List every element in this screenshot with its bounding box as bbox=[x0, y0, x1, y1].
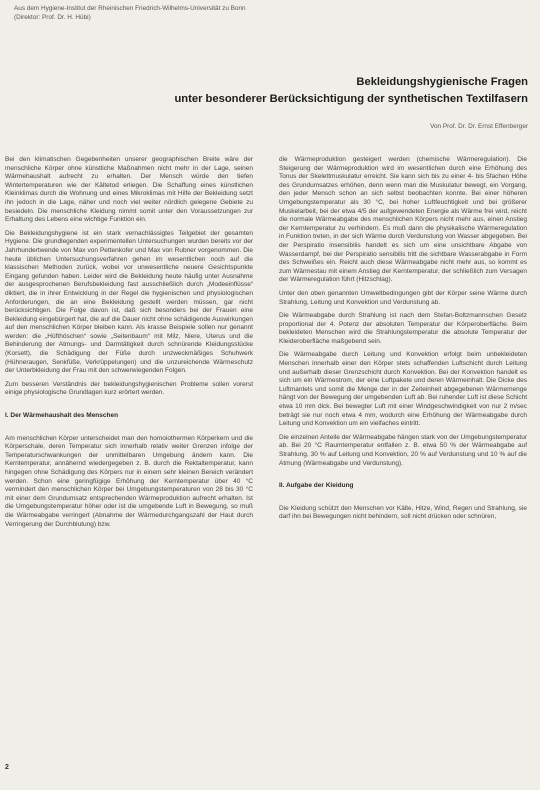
institute-header bbox=[14, 5, 434, 22]
author-line: Von Prof. Dr. Dr. Ernst Effenberger bbox=[430, 123, 528, 130]
paragraph: Bei den klimatischen Gegebenheiten unserer geographischen Breite wäre der menschliche Körper ohne künstliche Maßnahmen nicht mehr in der Lage, seinen Wärmehaushalt aufrecht zu erhalten. Der Mensch würde den tiefen Wintertemperaturen wie der Kältetod erliegen. Die Schaffung eines künstlichen Kleinklimas durch die Wohnung und eines Mikroklimas mit Hilfe der Bekleidung setzt ihn jedoch in die Lage, näher und noch viel weiter nördlich gelegene Gebiete zu besiedeln. Die menschliche Kleidung nimmt somit unter den Voraussetzungen zur Erhaltung des Lebens eine wichtige Funktion ein. bbox=[5, 156, 253, 224]
paragraph: die Wärmeproduktion gesteigert werden (chemische Wärmeregulation). Die Steigerung der Wärmeproduktion wird im wesentlichen durch eine Erhöhung des Tonus der Skelettmuskulatur erreicht. Sie kann sich bis zu einer 4- bis 5fachen Höhe des Grundumsatzes erhöhen, denn wenn man die Muskulatur bewegt, ein Vorgang, den jeder Mensch schon an sich selbst beobachten konnte. Bei einer höheren Umgebungstemperatur als 30 °C, bei hoher Luftfeuchtigkeit und bei größerer Muskelarbeit, bei der etwa 4/5 der aufgewendeten Energie als Wärme frei wird, reicht die normale Wärmeabgabe des menschlichen Körpers nicht mehr aus, einen Anstieg der Kerntemperatur zu verhindern. Es muß dann die physikalische Wärmeregulation in Funktion treten, in der sich Wärme durch Verdunstung von Wasser abgegeben. Bei der Perspiratio insensibilis handelt es sich um eine unsichtbare Abgabe von Wasserdampf, bei der Perspiratio sensibilis tritt die sichtbare Wasserabgabe in Form des Schweißes ein. Reicht auch diese Wärmeabgabe nicht mehr aus, so kommt es zum Wärmestau mit einem Anstieg der Kerntemperatur, der schließlich zum Versagen der Wärmeregulation führt (Hitzschlag). bbox=[279, 156, 527, 284]
right-column bbox=[279, 156, 527, 527]
paragraph: Die Wärmeabgabe durch Leitung und Konvektion erfolgt beim unbekleideten Menschen innerhalb einer den Körper stets schaffenden Luftschicht durch Leitung und außerhalb dieser Grenzschicht durch Konvektion. Bei der Konvektion handelt es sich um ein Wärmestrom, der eine Luftpakete und deren Wärmeinhalt. Die Dicke des Luftmantels und somit die Menge der in der Zeiteinheit abgegebenen Wärmemenge hängt von der Bewegung der umgebenden Luft ab. Bei ruhender Luft ist diese Schicht etwa 10 mm dick. Bei bewegter Luft mit einer Windgeschwindigkeit von nur 2 m/sec beträgt sie nur noch etwa 4 mm, wodurch eine Erhöhung der Wärmeabgabe durch Leitung und Konvektion um ein vielfaches eintritt. bbox=[279, 351, 527, 428]
left-column bbox=[5, 156, 253, 534]
paragraph: Die Bekleidungshygiene ist ein stark vernachlässigtes Teilgebiet der gesamten Hygiene. Die grundlegenden experimentellen Untersuchungen wurden bereits vor der Jahrhundertwende von Max von Pettenkofer und Max von Rubner vorgenommen. Die heute üblichen Untersuchungsverfahren gehen im wesentlichen noch auf die klassischen Methoden zurück, wobei vor unwesentliche neuere Gesichtspunkte Eingang gefunden haben. Leider wird die Bekleidung heute häufig unter Ausnahme der ausgesprochenen Berufsbekleidung fast ausschließlich durch „Modeeinflüsse“ diktiert, die in ihrer Entwicklung in der Regel die hygienischen und physiologischen Anforderungen, die an eine Bekleidung gestellt werden müssen, gar nicht berücksichtigen. Die Folge davon ist, daß sich besonders bei der Frauen eine Bekleidung eingebürgert hat, die auf die Dauer nicht ohne schädigende Auswirkungen auf den menschlichen Körper bleiben kann. Als krasse Beispiele sollen nur genannt werden: die „Hüfthöschen“ sowie „Seitenbaum“ mit Milz, Niere, Uterus und die Behinderung der Atmungs- und Darmtätigkeit durch schnürende Kleidungsstücke (Korsett), die Schädigung der Füße durch unzweckmäßiges Schuhwerk (Hühneraugen, Senkfüße, Verkrüppelungen) und die unzureichende Wärmeschutz der Unterbkleidung der Frau mit den schwerwiegenden Folgen. bbox=[5, 229, 253, 375]
page-number: 2 bbox=[5, 764, 9, 771]
paragraph: Unter den oben genannten Umweltbedingungen gibt der Körper seine Wärme durch Strahlung, Leitung und Konvektion und Verdunstung ab. bbox=[279, 289, 527, 306]
paragraph: Die Wärmeabgabe durch Strahlung ist nach dem Stefan-Boltzmannschen Gesetz proportional der 4. Potenz der absoluten Temperatur der Körperoberfläche. Beim bekleideten Menschen wird die Strahlungstemperatur die absolute Temperatur der Kleideroberfläche maßgebend sein. bbox=[279, 312, 527, 345]
institute-line: Aus dem Hygiene-Institut der Rheinischen Friedrich-Wilhelms-Universität zu Bonn bbox=[14, 5, 246, 12]
paragraph: Am menschlichen Körper unterscheidet man den homoiothermen Körperkern und die Körperschale, deren Temperatur sich innerhalb relativ weiter Grenzen infolge der Temperaturschwankungen der unmittelbaren Umgebung ändern kann. Die Kerntemperatur, annähernd wiedergegeben z. B. durch die Rektaltemperatur, kann hingegen ohne Schädigung des Körpers nur in einem sehr kleinen Bereich verändert werden. Schon eine geringfügige Erhöhung der Kerntemperatur über 40 °C vermindert den menschlichen Körper bei Umgebungstemperaturen von 28 bis 30 °C mit einer dem Grundumsatz entsprechenden Wärmeproduktion aufrecht erhalten. Ist die Umgebungstemperatur höher oder ist die umgebende Luft in Bewegung, so muß die Wärmeabgabe verringert (Abnahme der Wärmedurchgangszahl der Haut durch Verringerung der Durchblutung) bzw. bbox=[5, 434, 253, 528]
paragraph: Die einzelnen Anteile der Wärmeabgabe hängen stark von der Umgebungstemperatur ab. Bei 20 °C Raumtemperatur entfallen z. B. etwa 50 % der Wärmeabgabe auf Strahlung, 30 % auf Leitung und Konvektion, 20 % auf Verdunstung und 10 % auf die Atmung (Wärmeabgabe und Verdunstung). bbox=[279, 433, 527, 467]
article-title-line-2: unter besonderer Berücksichtigung der synthetischen Textilfasern bbox=[174, 93, 528, 105]
paragraph: Die Kleidung schützt den Menschen vor Kälte, Hitze, Wind, Regen und Strahlung, sie darf ihn bei Bewegungen nicht behindern, soll nicht drücken oder schnüren, bbox=[279, 504, 527, 521]
paragraph: Zum besseren Verständnis der bekleidungshygienischen Probleme sollen vorerst einige physiologische Grundlagen kurz erörtert werden. bbox=[5, 380, 253, 397]
section-heading: I. Der Wärmehaushalt des Menschen bbox=[5, 412, 119, 420]
director-line: (Direktor: Prof. Dr. H. Hübi) bbox=[14, 13, 91, 21]
article-title-line-1: Bekleidungshygienische Fragen bbox=[356, 76, 528, 88]
section-heading: II. Aufgabe der Kleidung bbox=[279, 482, 354, 490]
